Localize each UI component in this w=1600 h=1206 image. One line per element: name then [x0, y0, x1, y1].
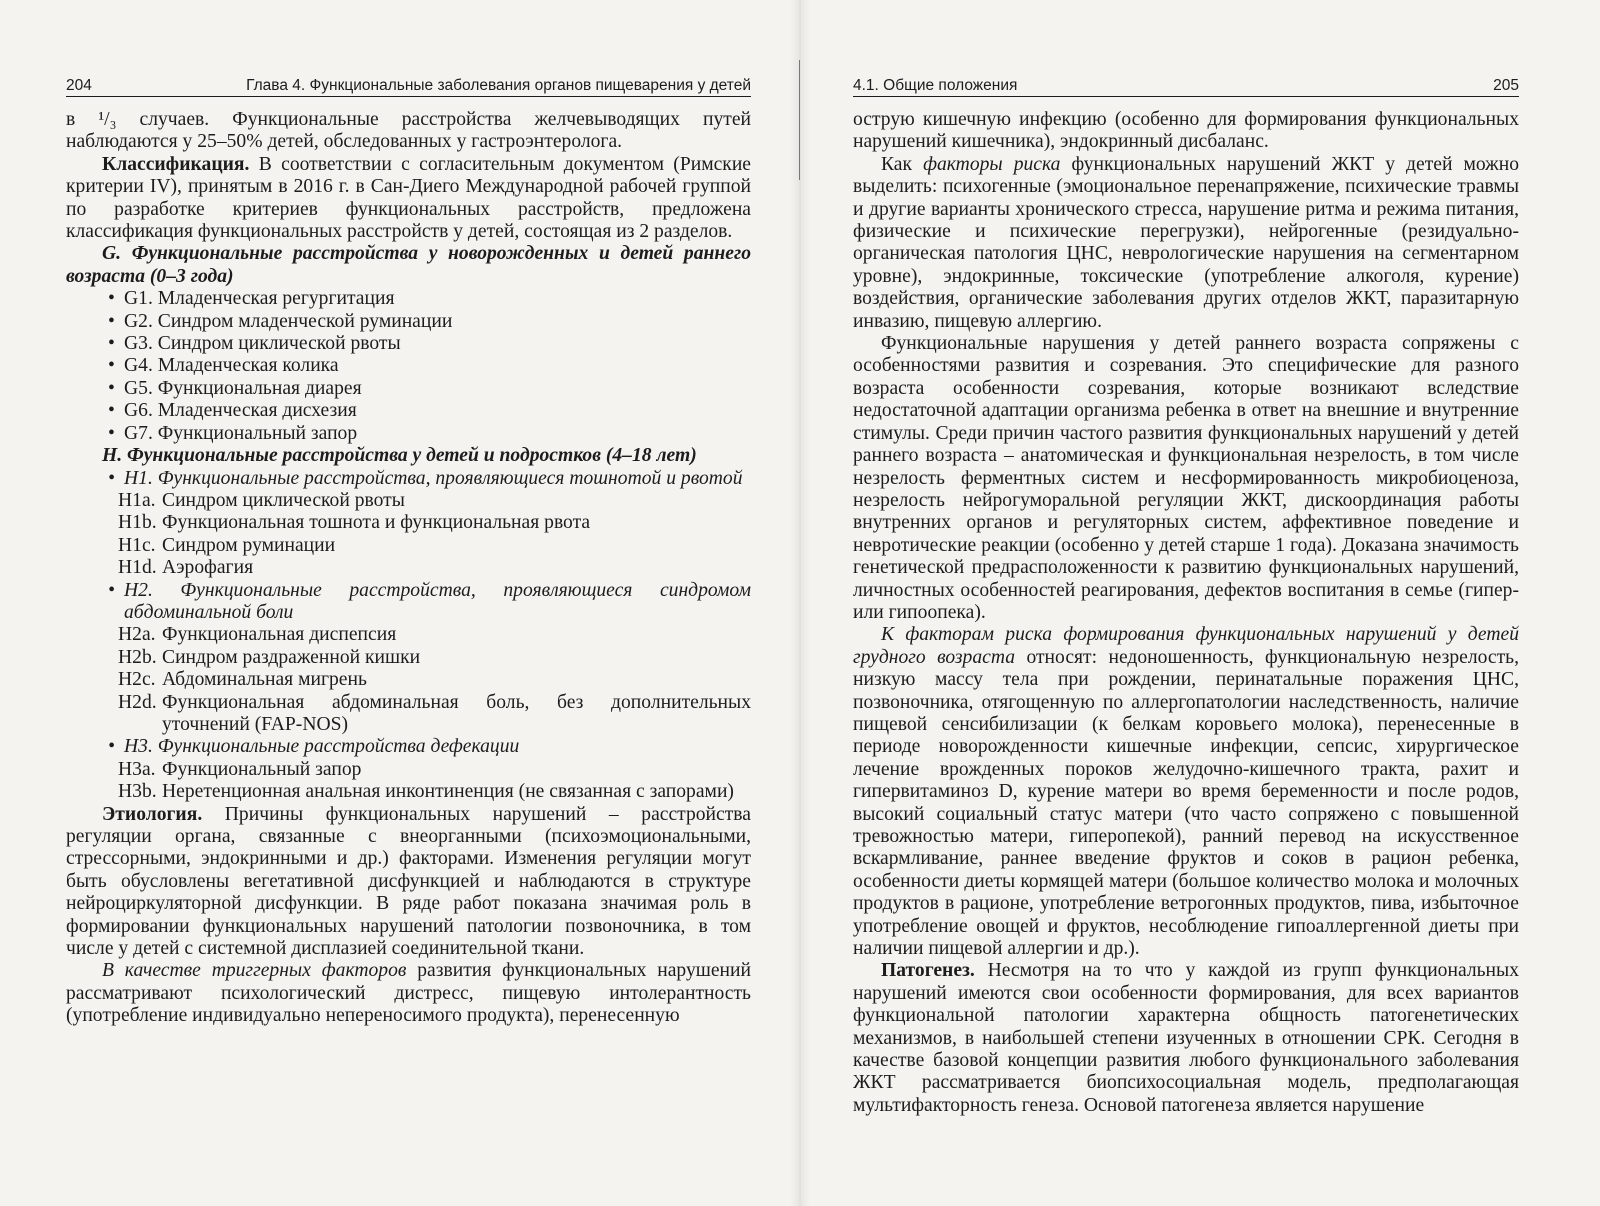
list-item: • G2. Синдром младенческой руминации [66, 311, 751, 333]
left-page [66, 76, 751, 1028]
right-running-title: 4.1. Общие положения [853, 77, 1018, 94]
paragraph: Функциональные нарушения у детей раннего возраста сопряжены с особенностями развития и созревания. Это специфические для разного возраста особенности созревания, которые возникают вследствие недостаточной адаптации организма ребенка в ответ на внешние и внутренние стимулы. Среди причин частого развития функциональных нарушений у детей раннего возраста – анатомическая и функциональная незрелость, в том числе незрелость ферментных систем и несформированность микробиоценоза, незрелость нейрогуморальной регуляции ЖКТ, дискоординация работы внутренних органов и регуляторных систем, аффективное поведение и невротические реакции (особенно у детей старше 1 года). Доказана значимость генетической предрасположенности к развитию функциональных нарушений, личностных особенностей реагирования, дефектов воспитания в семье (гипер- или гипоопека). [853, 333, 1519, 623]
list-item: H2b. Синдром раздраженной кишки [118, 646, 421, 668]
list-item: H2a. Функциональная диспепсия [118, 624, 397, 646]
pathogenesis-heading: Патогенез. [881, 960, 975, 982]
list-item: H2c. Абдоминальная мигрень [118, 669, 367, 691]
g-list [66, 288, 751, 445]
right-body [853, 109, 1519, 1117]
pathogenesis-paragraph: Патогенез. Несмотря на то что у каждой из групп функциональных нарушений имеются свои особенности формирования, для всех вариантов функциональной патологии характерна общность патогенетических механизмов, в наибольшей степени изученных в отношении СРК. Сегодня в качестве базовой концепции развития любого функционального заболевания ЖКТ рассматривается биопсихосоциальная модель, предполагающая мультифакторность генеза. Основой патогенеза является нарушение [853, 960, 1519, 1116]
left-page-number: 204 [66, 77, 92, 94]
h1-subsection-title: • H1. Функциональные расстройства, проявляющиеся тошнотой и рвотой [66, 468, 751, 490]
gutter-mark [799, 60, 800, 180]
list-item: H1c. Синдром руминации [118, 534, 336, 556]
paragraph: острую кишечную инфекцию (особенно для формирования функциональных нарушений кишечника), эндокринный дисбаланс. [853, 109, 1519, 153]
g-section-heading: G. Функциональные расстройства у новорожденных и детей раннего возраста (0–3 года) [66, 243, 751, 287]
right-running-head [853, 76, 1519, 97]
paragraph: в ¹/₃ случаев. Функциональные расстройства желчевыводящих путей наблюдаются у 25–50% детей, обследованных у гастроэнтеролога. [66, 109, 752, 153]
list-item: H2d. Функциональная абдоминальная боль, без дополнительных уточнений (FAP-NOS) [118, 691, 751, 735]
trigger-paragraph: В качестве триггерных факторов развития функциональных нарушений рассматривают психологический дистресс, пищевую интолерантность (употребление индивидуально непереносимого продукта), перенесенную [66, 960, 751, 1027]
list-item: H3a. Функциональный запор [118, 758, 362, 780]
list-item: • G6. Младенческая дисхезия [66, 400, 751, 422]
list-item: H1d. Аэрофагия [118, 557, 254, 579]
etiology-paragraph: Этиология. Причины функциональных нарушений – расстройства регуляции органа, связанные с внеорганными (психоэмоциональными, стрессорными, эндокринными и др.) факторами. Изменения регуляции могут быть обусловлены вегетативной дисфункцией и наблюдаются в структуре нейроциркуляторной дисфункции. В ряде работ показана значимая роль в формировании функциональных нарушений патологии позвоночника, в том числе у детей с системной дисплазией соединительной ткани. [66, 803, 751, 960]
left-body [66, 109, 751, 1028]
list-item: • G3. Синдром циклической рвоты [66, 333, 751, 355]
right-page-number: 205 [1493, 77, 1519, 94]
list-item: • G4. Младенческая колика [66, 355, 751, 377]
h3-subsection-title: • H3. Функциональные расстройства дефекации [66, 736, 751, 758]
classification-heading: Классификация. [102, 153, 250, 175]
risk-factors-paragraph: Как факторы риска функциональных нарушений ЖКТ у детей можно выделить: психогенные (эмоциональное перенапряжение, психические травмы и другие варианты хронического стресса, нарушение ритма и режима питания, физические и психические перегрузки), нейрогенные (резидуально-органическая патология ЦНС, неврологические нарушения на сегментарном уровне), эндокринные, токсические (употребление алкоголя, курение) воздействия, органические заболевания других отделов ЖКТ, паразитарную инвазию, пищевую аллергию. [853, 153, 1519, 332]
h2-subsection-title: • H2. Функциональные расстройства, проявляющиеся синдромом абдоминальной боли [66, 580, 751, 625]
infant-risk-paragraph: К факторам риска формирования функциональных нарушений у детей грудного возраста относят: недоношенность, функциональную незрелость, низкую массу тела при рождении, перинатальные поражения ЦНС, позвоночника, отягощенную по аллергопатологии наследственность, наличие пищевой сенсибилизации (к белкам коровьего молока), перенесенные в периоде новорожденности кишечные инфекции, сепсис, хирургическое лечение врожденных пороков желудочно-кишечного тракта, рахит и гипервитаминоз D, курение матери во время беременности и после родов, высокий социальный статус матери (что часто сопряжено с повышенной тревожностью матери, гиперопекой), ранний перевод на искусственное вскармливание, раннее введение фруктов и соков в рацион ребенка, особенности диеты кормящей матери (большое количество молока и молочных продуктов в рационе, употребление ветрогонных продуктов, пива, избыточное употребление овощей и фруктов, несоблюдение гипоаллергенной диеты при наличии пищевой аллергии и др.). [853, 624, 1519, 960]
book-gutter [790, 0, 810, 1206]
etiology-heading: Этиология. [102, 803, 203, 825]
right-page [853, 76, 1519, 1117]
left-running-title: Глава 4. Функциональные заболевания органов пищеварения у детей [246, 77, 751, 94]
list-item: • G7. Функциональный запор [66, 423, 751, 445]
list-item: H1b. Функциональная тошнота и функциональная рвота [118, 512, 591, 534]
list-item: H1a. Синдром циклической рвоты [118, 489, 405, 511]
h-section-heading: H. Функциональные расстройства у детей и подростков (4–18 лет) [102, 445, 697, 467]
fraction: ¹/₃ [98, 109, 117, 130]
list-item: H3b. Неретенционная анальная инконтиненция (не связанная с запорами) [118, 781, 734, 803]
left-running-head [66, 76, 751, 97]
classification-paragraph: Классификация. В соответствии с согласительным документом (Римские критерии IV), принятым в 2016 г. в Сан-Диего Международной рабочей группой по разработке критериев функциональных расстройств, предложена классификация функциональных расстройств у детей, состоящая из 2 разделов. [66, 153, 751, 243]
list-item: • G1. Младенческая регургитация [66, 288, 751, 310]
list-item: • G5. Функциональная диарея [66, 378, 751, 400]
